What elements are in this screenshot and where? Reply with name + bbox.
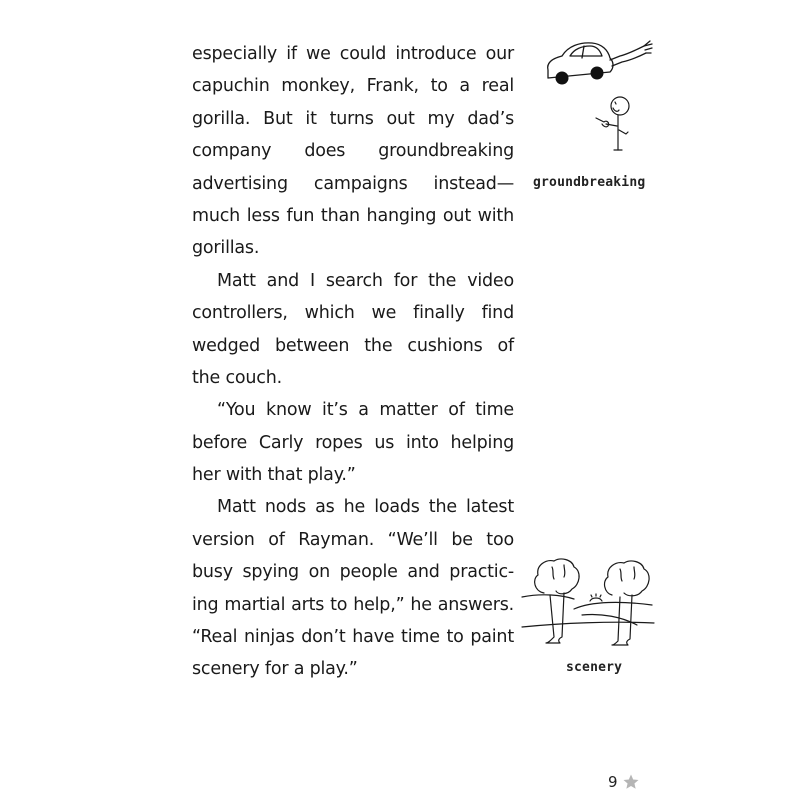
text-line: the couch. <box>192 367 282 388</box>
text-line: busy spying on people and practic- <box>192 562 514 583</box>
page-footer <box>608 773 640 791</box>
body-text <box>192 38 514 686</box>
text-line: controllers, which we finally find <box>192 303 514 324</box>
text-line: Matt and I search for the video <box>217 270 514 291</box>
star-icon <box>622 773 640 791</box>
text-line: “You know it’s a matter of time <box>217 400 514 421</box>
glossary-word-scenery: scenery <box>566 660 623 675</box>
text-line: gorilla. But it turns out my dad’s <box>192 108 514 129</box>
text-line: “Real ninjas don’t have time to paint <box>192 627 514 648</box>
stick-figure-with-key-illustration <box>588 92 638 162</box>
text-line: before Carly ropes us into helping <box>192 432 514 453</box>
text-line: scenery for a play.” <box>192 659 358 680</box>
glossary-word-groundbreaking: groundbreaking <box>533 175 646 190</box>
scenery-illustration <box>512 555 657 655</box>
text-line: wedged between the cushions of <box>192 335 514 356</box>
car-illustration <box>540 36 660 92</box>
text-line: much less fun than hanging out with <box>192 205 514 226</box>
page-number: 9 <box>608 773 618 791</box>
text-line: company does groundbreaking <box>192 141 514 162</box>
text-line: version of Rayman. “We’ll be too <box>192 529 514 550</box>
text-line: gorillas. <box>192 238 260 259</box>
text-line: capuchin monkey, Frank, to a real <box>192 76 514 97</box>
text-line: Matt nods as he loads the latest <box>217 497 514 518</box>
text-line: her with that play.” <box>192 465 356 486</box>
text-line: especially if we could introduce our <box>192 44 514 64</box>
text-line: ing martial arts to help,” he answers. <box>192 594 514 615</box>
text-line: advertising campaigns instead— <box>192 173 514 194</box>
